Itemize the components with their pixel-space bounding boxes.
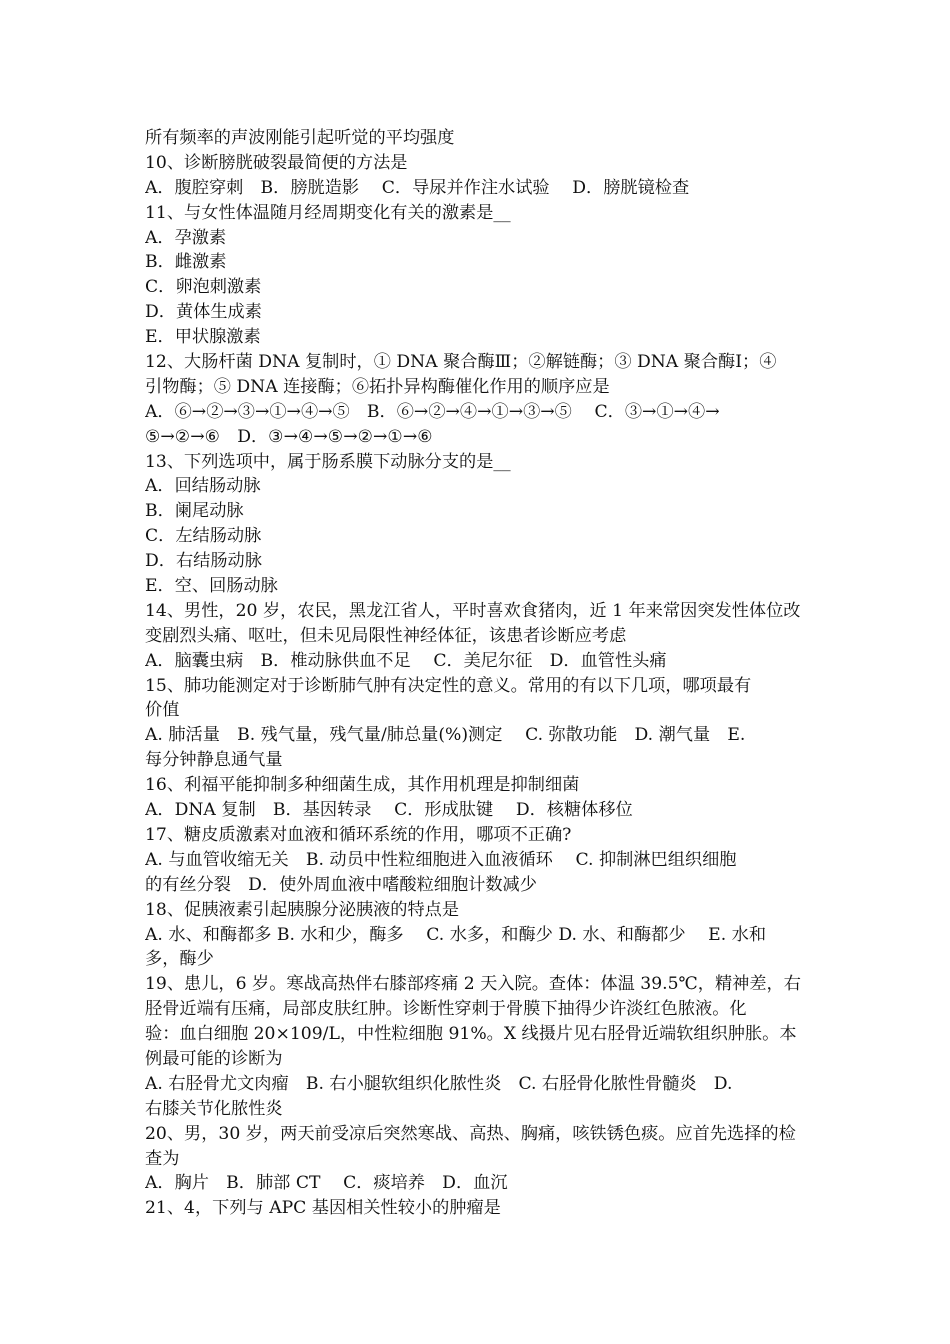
text-line: A．脑囊虫病 B．椎动脉供血不足 C．美尼尔征 D．血管性头痛 <box>145 650 667 671</box>
text-line: A．孕激素 <box>145 227 227 248</box>
text-line: A．DNA 复制 B．基因转录 C．形成肽键 D．核糖体移位 <box>145 800 633 821</box>
text-line: 每分钟静息通气量 <box>145 750 283 771</box>
text-line: D．黄体生成素 <box>145 302 262 323</box>
text-line: B．雌激素 <box>145 252 227 273</box>
text-line: C．左结肠动脉 <box>145 526 262 547</box>
text-line: ⑤→②→⑥ D．③→④→⑤→②→①→⑥ <box>145 426 433 447</box>
text-line: A．⑥→②→③→①→④→⑤ B．⑥→②→④→①→③→⑤ C．③→①→④→ <box>145 401 720 422</box>
text-line: E．空、回肠动脉 <box>145 576 278 597</box>
text-line: 10、诊断膀胱破裂最简便的方法是 <box>145 152 408 173</box>
document-body <box>145 126 810 1221</box>
text-line: 所有频率的声波刚能引起听觉的平均强度 <box>145 128 455 148</box>
text-line: A．胸片 B．肺部 CT C．痰培养 D．血沉 <box>145 1173 508 1194</box>
text-line: 20、男，30 岁，两天前受凉后突然寒战、高热、胸痛，咳铁锈色痰。应首先选择的检 <box>145 1123 796 1144</box>
text-line: 12、大肠杆菌 DNA 复制时，① DNA 聚合酶Ⅲ；②解链酶；③ DNA 聚合酶Ⅰ；④ <box>145 352 777 373</box>
text-line: 例最可能的诊断为 <box>145 1048 283 1069</box>
text-line: 14、男性，20 岁，农民，黑龙江省人，平时喜欢食猪肉，近 1 年来常因突发性体位改 <box>145 600 801 621</box>
text-line: D．右结肠动脉 <box>145 551 262 572</box>
text-line: B．阑尾动脉 <box>145 501 244 522</box>
text-line: 19、患儿，6 岁。寒战高热伴右膝部疼痛 2 天入院。查体：体温 39.5℃，精神差，右 <box>145 974 801 995</box>
text-line: 引物酶；⑤ DNA 连接酶；⑥拓扑异构酶催化作用的顺序应是 <box>145 376 610 397</box>
text-line: 的有丝分裂 D．使外周血液中嗜酸粒细胞计数减少 <box>145 874 537 895</box>
text-line: E．甲状腺激素 <box>145 327 261 348</box>
text-line: A．回结肠动脉 <box>145 476 261 497</box>
text-line: A. 肺活量 B. 残气量，残气量/肺总量(%)测定 C. 弥散功能 D. 潮气量 E. <box>145 725 746 746</box>
text-line: 胫骨近端有压痛，局部皮肤红肿。诊断性穿刺于骨膜下抽得少许淡红色脓液。化 <box>145 999 747 1020</box>
text-line: 13、下列选项中，属于肠系膜下动脉分支的是__ <box>145 451 511 472</box>
text-line: 右膝关节化脓性炎 <box>145 1098 283 1119</box>
text-line: 18、促胰液素引起胰腺分泌胰液的特点是 <box>145 899 460 920</box>
text-line: 17、糖皮质激素对血液和循环系统的作用，哪项不正确? <box>145 824 572 845</box>
text-line: C．卵泡刺激素 <box>145 277 262 298</box>
text-line: 15、肺功能测定对于诊断肺气肿有决定性的意义。常用的有以下几项，哪项最有 <box>145 675 752 696</box>
text-line: A. 右胫骨尤文肉瘤 B. 右小腿软组织化脓性炎 C. 右胫骨化脓性骨髓炎 D. <box>145 1073 733 1094</box>
text-line: 查为 <box>145 1148 180 1169</box>
text-line: 价值 <box>145 700 180 721</box>
text-line: 16、利福平能抑制多种细菌生成，其作用机理是抑制细菌 <box>145 775 580 796</box>
text-line: A. 水、和酶都多 B. 水和少，酶多 C. 水多，和酶少 D. 水、和酶都少 E. 水和 <box>145 924 767 945</box>
text-line: A．腹腔穿刺 B．膀胱造影 C．导尿并作注水试验 D．膀胱镜检查 <box>145 177 690 198</box>
text-line: 21、4，下列与 APC 基因相关性较小的肿瘤是 <box>145 1198 501 1219</box>
text-line: 多，酶少 <box>145 949 214 970</box>
text-line: 验：血白细胞 20×109/L，中性粒细胞 91%。X 线摄片见右胫骨近端软组织肿胀。本 <box>145 1024 797 1045</box>
text-line: 变剧烈头痛、呕吐，但未见局限性神经体征，该患者诊断应考虑 <box>145 625 627 646</box>
text-line: 11、与女性体温随月经周期变化有关的激素是__ <box>145 202 511 223</box>
text-line: A. 与血管收缩无关 B. 动员中性粒细胞进入血液循环 C. 抑制淋巴组织细胞 <box>145 849 737 870</box>
